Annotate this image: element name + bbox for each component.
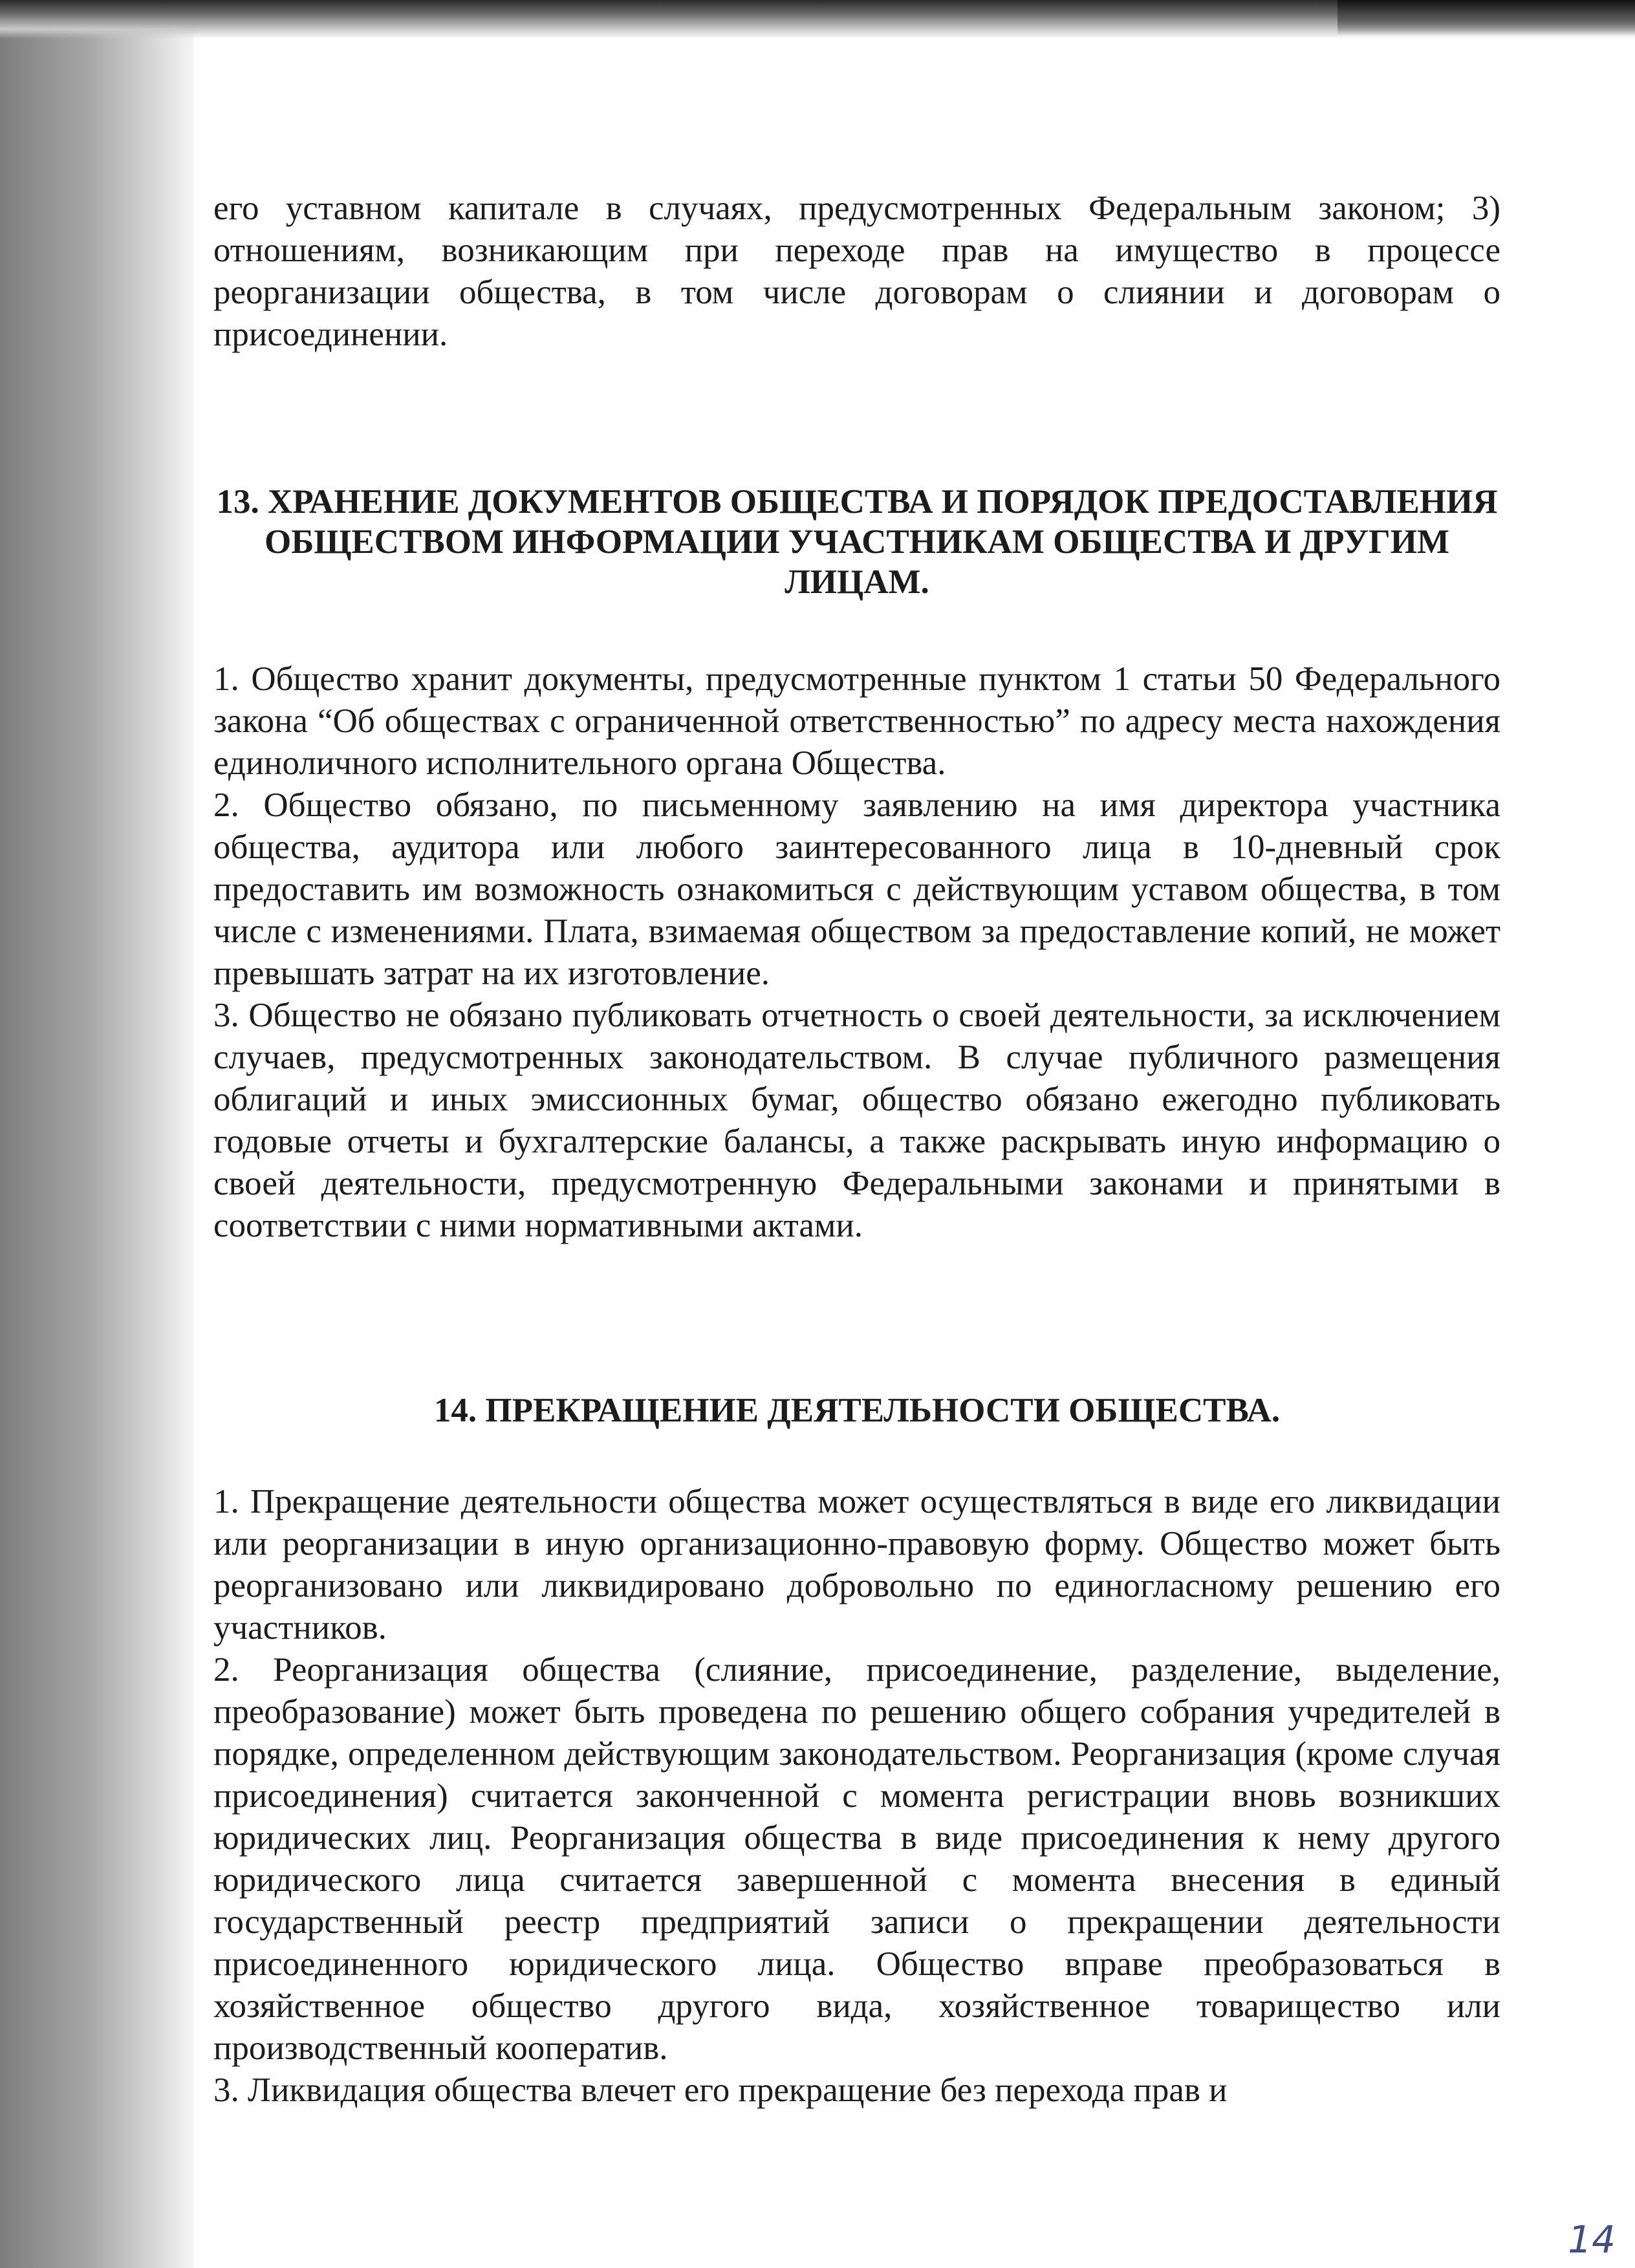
scan-edge-shadow bbox=[0, 0, 194, 2268]
section-14-item-1: 1. Прекращение деятельности общества может осуществляться в виде его ликвидации или реорганизации в иную организационно-правовую форму. Общество может быть реорганизовано или ликвидировано добровольно по единогласному решению его участников. bbox=[213, 1483, 1500, 1647]
section-13-body bbox=[213, 658, 1500, 1247]
section-14-body bbox=[213, 1481, 1500, 2111]
section-14-item-3: 3. Ликвидация общества влечет его прекращение без перехода прав и bbox=[213, 2071, 1228, 2109]
scan-corner-shadow bbox=[1337, 0, 1635, 36]
section-13-item-2: 2. Общество обязано, по письменному заявлению на имя директора участника общества, аудитора или любого заинтересованного лица в 10-дневный срок предоставить им возможность ознакомиться с действующим уставом общества, в том числе с изменениями. Плата, взимаемая обществом за предоставление копий, не может превышать затрат на их изготовление. bbox=[213, 786, 1500, 992]
section-13-item-3: 3. Общество не обязано публиковать отчетность о своей деятельности, за исключением случаев, предусмотренных законодательством. В случае публичного размещения облигаций и иных эмиссионных бумаг, общество обязано ежегодно публиковать годовые отчеты и бухгалтерские балансы, а также раскрывать иную информацию о своей деятельности, предусмотренную Федеральными законами и принятыми в соответствии с ними нормативными актами. bbox=[213, 997, 1500, 1244]
section-14-item-2: 2. Реорганизация общества (слияние, присоединение, разделение, выделение, преобразование) может быть проведена по решению общего собрания учредителей в порядке, определенном действующим законодательством. Реорганизация (кроме случая присоединения) считается законченной с момента регистрации вновь возникших юридических лиц. Реорганизация общества в виде присоединения к нему другого юридического лица считается завершенной с момента внесения в единый государственный реестр предприятий записи о прекращении деятельности присоединенного юридического лица. Общество вправе преобразоваться в хозяйственное общество другого вида, хозяйственное товарищество или производственный кооператив. bbox=[213, 1651, 1500, 2067]
section-13-title: 13. ХРАНЕНИЕ ДОКУМЕНТОВ ОБЩЕСТВА И ПОРЯДОК ПРЕДОСТАВЛЕНИЯ ОБЩЕСТВОМ ИНФОРМАЦИИ УЧАСТНИКАМ ОБЩЕСТВА И ДРУГИМ ЛИЦАМ. bbox=[216, 483, 1498, 601]
section-14-title: 14. ПРЕКРАЩЕНИЕ ДЕЯТЕЛЬНОСТИ ОБЩЕСТВА. bbox=[433, 1392, 1281, 1429]
intro-paragraph bbox=[213, 188, 1500, 356]
intro-text: его уставном капитале в случаях, предусмотренных Федеральным законом; 3) отношениям, возникающим при переходе прав на имущество в процессе реорганизации общества, в том числе договорам о слиянии и договорам о присоединении. bbox=[213, 189, 1500, 353]
section-13-item-1: 1. Общество хранит документы, предусмотренные пунктом 1 статьи 50 Федерального закона “Об обществах с ограниченной ответственностью” по адресу места нахождения единоличного исполнительного органа Общества. bbox=[213, 660, 1500, 782]
handwritten-page-number: 14 bbox=[1568, 2218, 1616, 2262]
